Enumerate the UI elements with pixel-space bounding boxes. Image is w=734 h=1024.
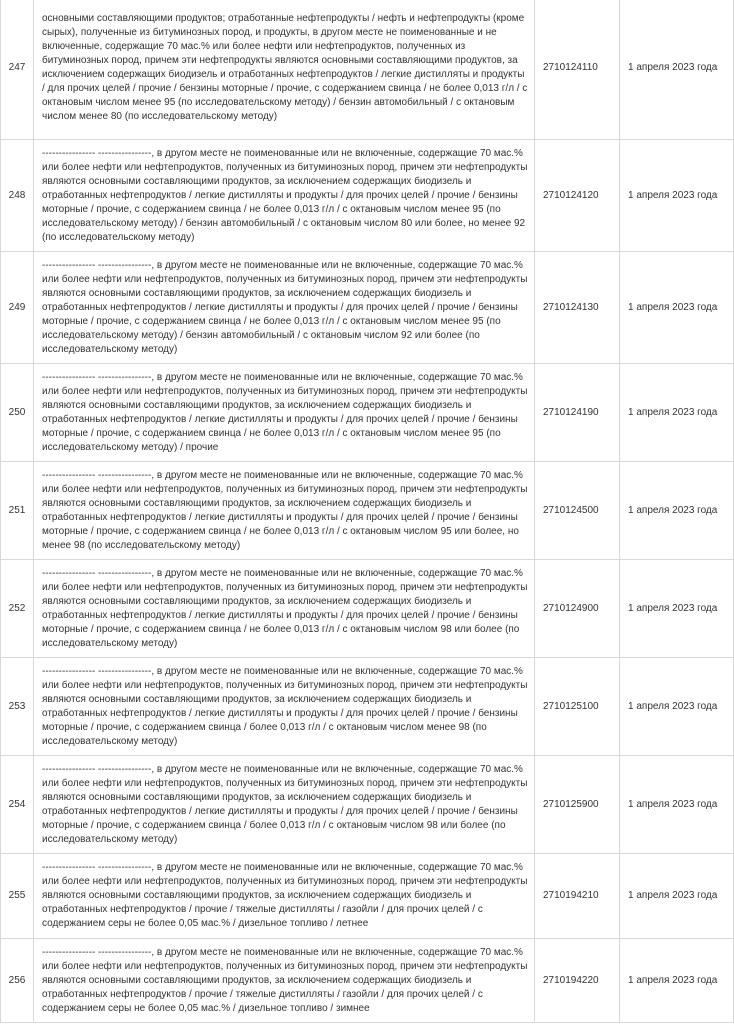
row-description: ---------------- ----------------, в другом месте не поименованные или не включенные, содержащие 70 мас.% или более нефти или нефтепродуктов, полученных из битуминозных пород, причем эти нефтепродукты являются основными составляющими продуктов, за исключением содержащих биодизель и отработанных нефтепродуктов / легкие дистилляты и продукты / для прочих целей / прочие / бензины моторные / прочие, с содержанием свинца / не более 0,013 г/л / с октановым числом менее 95 (по исследовательскому методу) / бензин автомобильный / с октановым числом 92 или более (по исследовательскому методу) [34, 252, 535, 364]
row-code: 2710124500 [535, 462, 620, 560]
row-description: ---------------- ----------------, в другом месте не поименованные или не включенные, содержащие 70 мас.% или более нефти или нефтепродуктов, полученных из битуминозных пород, причем эти нефтепродукты являются основными составляющими продуктов, за исключением содержащих биодизель и отработанных нефтепродуктов / легкие дистилляты и продукты / для прочих целей / прочие / бензины моторные / прочие, с содержанием свинца / более 0,013 г/л / с октановым числом менее 98 (по исследовательскому методу) [34, 658, 535, 756]
row-number: 255 [1, 854, 34, 939]
row-code: 2710124130 [535, 252, 620, 364]
row-description: ---------------- ----------------, в другом месте не поименованные или не включенные, содержащие 70 мас.% или более нефти или нефтепродуктов, полученных из битуминозных пород, причем эти нефтепродукты являются основными составляющими продуктов, за исключением содержащих биодизель и отработанных нефтепродуктов / прочие / тяжелые дистилляты / газойли / для прочих целей / с содержанием серы не более 0,05 мас.% / дизельное топливо / летнее [34, 854, 535, 939]
row-code: 2710125900 [535, 756, 620, 854]
row-date: 1 апреля 2023 года [620, 462, 734, 560]
row-date: 1 апреля 2023 года [620, 756, 734, 854]
row-number: 250 [1, 364, 34, 462]
row-number: 252 [1, 560, 34, 658]
table-row [1, 140, 734, 252]
row-number: 249 [1, 252, 34, 364]
row-date: 1 апреля 2023 года [620, 939, 734, 1023]
row-description: основными составляющими продуктов; отработанные нефтепродукты / нефть и нефтепродукты (кроме сырых), полученные из битуминозных пород, и продукты, в другом месте не поименованные и не включенные, содержащие 70 мас.% или более нефти или нефтепродуктов, полученных из битуминозных пород, причем эти нефтепродукты являются основными составляющими продуктов, за исключением содержащих биодизель и отработанных нефтепродуктов / легкие дистилляты и продукты / для прочих целей / прочие / бензины моторные / прочие, с содержанием свинца / не более 0,013 г/л / с октановым числом менее 95 (по исследовательскому методу) / бензин автомобильный / с октановым числом менее 80 (по исследовательскому методу) [34, 0, 535, 140]
row-code: 2710124110 [535, 0, 620, 140]
table-row [1, 462, 734, 560]
row-date: 1 апреля 2023 года [620, 252, 734, 364]
row-number: 248 [1, 140, 34, 252]
row-code: 2710194210 [535, 854, 620, 939]
row-date: 1 апреля 2023 года [620, 364, 734, 462]
row-number: 251 [1, 462, 34, 560]
row-date: 1 апреля 2023 года [620, 854, 734, 939]
table-row [1, 560, 734, 658]
row-code: 2710124190 [535, 364, 620, 462]
row-code: 2710124900 [535, 560, 620, 658]
row-description: ---------------- ----------------, в другом месте не поименованные или не включенные, содержащие 70 мас.% или более нефти или нефтепродуктов, полученных из битуминозных пород, причем эти нефтепродукты являются основными составляющими продуктов, за исключением содержащих биодизель и отработанных нефтепродуктов / легкие дистилляты и продукты / для прочих целей / прочие / бензины моторные / прочие, с содержанием свинца / не более 0,013 г/л / с октановым числом менее 95 (по исследовательскому методу) / бензин автомобильный / с октановым числом 80 или более, но менее 92 (по исследовательскому методу) [34, 140, 535, 252]
row-date: 1 апреля 2023 года [620, 658, 734, 756]
row-date: 1 апреля 2023 года [620, 560, 734, 658]
row-description: ---------------- ----------------, в другом месте не поименованные или не включенные, содержащие 70 мас.% или более нефти или нефтепродуктов, полученных из битуминозных пород, причем эти нефтепродукты являются основными составляющими продуктов, за исключением содержащих биодизель и отработанных нефтепродуктов / прочие / тяжелые дистилляты / газойли / для прочих целей / с содержанием серы не более 0,05 мас.% / дизельное топливо / зимнее [34, 939, 535, 1023]
table-row [1, 658, 734, 756]
row-description: ---------------- ----------------, в другом месте не поименованные или не включенные, содержащие 70 мас.% или более нефти или нефтепродуктов, полученных из битуминозных пород, причем эти нефтепродукты являются основными составляющими продуктов, за исключением содержащих биодизель и отработанных нефтепродуктов / легкие дистилляты и продукты / для прочих целей / прочие / бензины моторные / прочие, с содержанием свинца / не более 0,013 г/л / с октановым числом 98 или более (по исследовательскому методу) [34, 560, 535, 658]
row-number: 247 [1, 0, 34, 140]
row-date: 1 апреля 2023 года [620, 0, 734, 140]
row-code: 2710125100 [535, 658, 620, 756]
row-code: 2710194220 [535, 939, 620, 1023]
row-date: 1 апреля 2023 года [620, 140, 734, 252]
table-row [1, 854, 734, 939]
table-row [1, 364, 734, 462]
row-description: ---------------- ----------------, в другом месте не поименованные или не включенные, содержащие 70 мас.% или более нефти или нефтепродуктов, полученных из битуминозных пород, причем эти нефтепродукты являются основными составляющими продуктов, за исключением содержащих биодизель и отработанных нефтепродуктов / легкие дистилляты и продукты / для прочих целей / прочие / бензины моторные / прочие, с содержанием свинца / более 0,013 г/л / с октановым числом 98 или более (по исследовательскому методу) [34, 756, 535, 854]
row-number: 256 [1, 939, 34, 1023]
table-row [1, 939, 734, 1023]
table-row [1, 252, 734, 364]
row-description: ---------------- ----------------, в другом месте не поименованные или не включенные, содержащие 70 мас.% или более нефти или нефтепродуктов, полученных из битуминозных пород, причем эти нефтепродукты являются основными составляющими продуктов, за исключением содержащих биодизель и отработанных нефтепродуктов / легкие дистилляты и продукты / для прочих целей / прочие / бензины моторные / прочие, с содержанием свинца / не более 0,013 г/л / с октановым числом менее 95 (по исследовательскому методу) / прочие [34, 364, 535, 462]
row-code: 2710124120 [535, 140, 620, 252]
table-row [1, 756, 734, 854]
row-description: ---------------- ----------------, в другом месте не поименованные или не включенные, содержащие 70 мас.% или более нефти или нефтепродуктов, полученных из битуминозных пород, причем эти нефтепродукты являются основными составляющими продуктов, за исключением содержащих биодизель и отработанных нефтепродуктов / легкие дистилляты и продукты / для прочих целей / прочие / бензины моторные / прочие, с содержанием свинца / не более 0,013 г/л / с октановым числом 95 или более, но менее 98 (по исследовательскому методу) [34, 462, 535, 560]
row-number: 253 [1, 658, 34, 756]
row-number: 254 [1, 756, 34, 854]
table-row [1, 0, 734, 140]
